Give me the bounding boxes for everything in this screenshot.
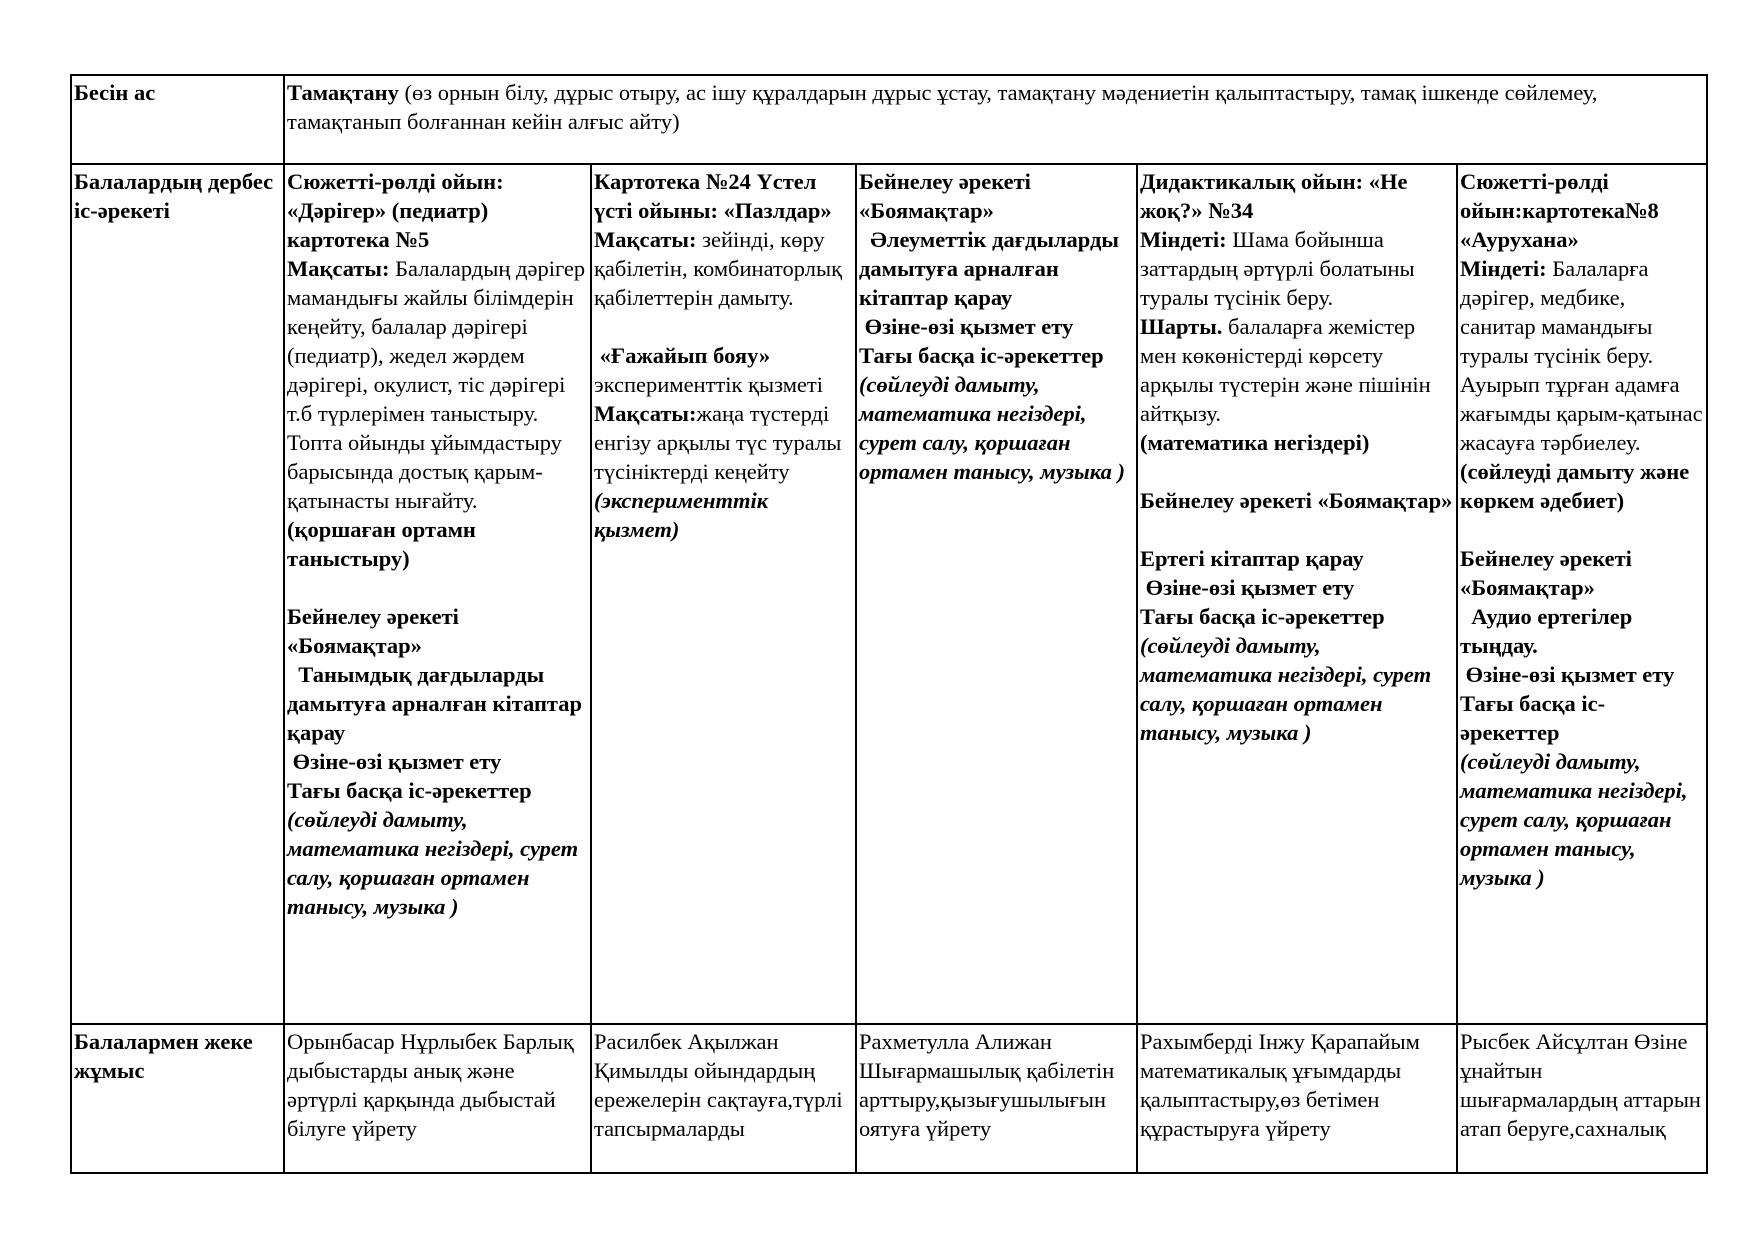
activity-cell-5	[1457, 164, 1707, 1024]
activity-2-heading: Картотека №24 Үстел үсті ойыны: «Пазлдар»	[594, 169, 832, 223]
activity-3-other: Тағы басқа іс-әрекеттер	[859, 343, 1104, 368]
individual-cell-4: Рахымберді Інжу Қарапайым математикалық ұғымдарды қалыптастыру,өз бетімен құрастыруға үйрету	[1137, 1024, 1457, 1173]
activity-4-heading: Дидактикалық ойын: «Не жоқ?» №34	[1140, 169, 1408, 223]
activity-4-task	[1140, 225, 1454, 312]
lunch-description	[284, 75, 1707, 164]
row-label-individual: Балалармен жеке жұмыс	[71, 1024, 284, 1173]
activity-1-tag: (қоршаған ортамн таныстыру)	[287, 517, 476, 571]
condition-label: Шарты.	[1140, 314, 1223, 339]
task-label: Міндеті:	[1140, 227, 1227, 252]
goal-text: зейінді, көру қабілетін, комбинаторлық қабілеттерін дамыту.	[594, 227, 843, 310]
activity-4-self: Өзіне-өзі қызмет ету	[1140, 575, 1355, 600]
activity-1-heading: Сюжетті-рөлді ойын: «Дәрігер» (педиатр) картотека №5	[287, 169, 504, 252]
activity-3-art: Бейнелеу әрекеті «Боямақтар»	[859, 169, 1031, 223]
goal-text: Балалардың дәрігер мамандығы жайлы білімдерін кеңейту, балалар дәрігері (педиатр), жедел жәрдем дәрігері, окулист, тіс дәрігері т.б түрлерімен таныстыру. Топта ойынды ұйымдастыру барысында достық қарым-қатынасты нығайту.	[287, 256, 586, 513]
row-lunch	[71, 75, 1707, 164]
activity-5-art: Бейнелеу әрекеті «Боямақтар»	[1460, 546, 1632, 600]
activity-3-self: Өзіне-өзі қызмет ету	[859, 314, 1074, 339]
activity-5-self: Өзіне-өзі қызмет ету	[1460, 662, 1675, 687]
activity-1-other: Тағы басқа іс-әрекеттер	[287, 778, 532, 803]
activity-2-tag: (эксперименттік қызмет)	[594, 488, 769, 542]
activity-4-art: Бейнелеу әрекеті «Боямақтар»	[1140, 488, 1453, 513]
row-individual-work	[71, 1024, 1707, 1173]
condition-text: балаларға жемістер мен көкөністерді көрсету арқылы түстерін және пішінін айтқызу.	[1140, 314, 1431, 426]
activity-cell-3	[856, 164, 1137, 1024]
goal-label: Мақсаты:	[594, 227, 697, 252]
activity-1-goal	[287, 254, 588, 515]
goal-label: Мақсаты:	[287, 256, 390, 281]
activity-4-subjects: (сөйлеуді дамыту, математика негіздері, сурет салу, қоршаған ортамен танысу, музыка )	[1140, 633, 1432, 745]
row-label-lunch: Бесін ас	[71, 75, 284, 164]
activity-5-audio: Аудио ертегілер тыңдау.	[1460, 604, 1638, 658]
task-text: Шама бойынша заттардың әртүрлі болатыны туралы түсінік беру.	[1140, 227, 1415, 310]
lunch-title: Тамақтану	[287, 80, 399, 105]
individual-cell-5: Рысбек Айсұлтан Өзіне ұнайтын шығармалардың аттарын атап беруге,сахналық	[1457, 1024, 1707, 1173]
activity-3-books: Әлеуметтік дағдыларды дамытуға арналған кітаптар қарау	[859, 227, 1125, 310]
goal-text: жаңа түстерді енгізу арқылы түс туралы түсініктерді кеңейту	[594, 401, 842, 484]
activity-cell-2	[591, 164, 856, 1024]
activity-4-books: Ертегі кітаптар қарау	[1140, 546, 1364, 571]
individual-cell-2: Расилбек Ақылжан Қимылды ойындардың ережелерін сақтауға,түрлі тапсырмаларды	[591, 1024, 856, 1173]
activity-5-heading: Сюжетті-рөлді ойын:картотека№8 «Аурухана»	[1460, 169, 1659, 252]
individual-cell-1: Орынбасар Нұрлыбек Барлық дыбыстарды анық және әртүрлі қарқында дыбыстай білуге үйрету	[284, 1024, 591, 1173]
lunch-text: (өз орнын білу, дұрыс отыру, ас ішу құралдарын дұрыс ұстау, тамақтану мәдениетін қалыптастыру, тамақ ішкенде сөйлемеу, тамақтанып болғаннан кейін алғыс айту)	[287, 80, 1598, 134]
activity-1-art: Бейнелеу әрекеті «Боямақтар»	[287, 604, 459, 658]
activity-2-goal-2	[594, 399, 853, 486]
activity-cell-4	[1137, 164, 1457, 1024]
goal-label: Мақсаты:	[594, 401, 697, 426]
activity-1-books: Танымдық дағдыларды дамытуға арналған кітаптар қарау	[287, 662, 588, 745]
daily-plan-table	[70, 74, 1708, 1174]
task-label: Міндеті:	[1460, 256, 1547, 281]
row-independent-activity	[71, 164, 1707, 1024]
row-label-activity: Балалардың дербес іс-әрекеті	[71, 164, 284, 1024]
activity-5-other: Тағы басқа іс-әрекеттер	[1460, 691, 1606, 745]
activity-2-experiment-text: эксперименттік қызметі	[594, 372, 823, 397]
activity-3-subjects: (сөйлеуді дамыту, математика негіздері, сурет салу, қоршаған ортамен танысу, музыка )	[859, 372, 1125, 484]
activity-5-subjects: (сөйлеуді дамыту, математика негіздері, сурет салу, қоршаған ортамен танысу, музыка )	[1460, 749, 1688, 890]
activity-cell-1	[284, 164, 591, 1024]
activity-2-experiment-title: «Ғажайып бояу»	[594, 343, 771, 368]
activity-4-other: Тағы басқа іс-әрекеттер	[1140, 604, 1385, 629]
activity-5-tag: (сөйлеуді дамыту және көркем әдебиет)	[1460, 459, 1690, 513]
individual-cell-3: Рахметулла Алижан Шығармашылық қабілетін арттыру,қызығушылығын оятуға үйрету	[856, 1024, 1137, 1173]
task-text: Балаларға дәрігер, медбике, санитар мамандығы туралы түсінік беру. Ауырып тұрған адамға жағымды қарым-қатынас жасауға тәрбиелеу.	[1460, 256, 1703, 455]
activity-4-tag: (математика негіздері)	[1140, 430, 1370, 455]
activity-2-goal	[594, 225, 853, 312]
activity-5-task	[1460, 254, 1704, 457]
activity-1-subjects: (сөйлеуді дамыту, математика негіздері, сурет салу, қоршаған ортамен танысу, музыка )	[287, 807, 579, 919]
activity-4-condition	[1140, 312, 1454, 428]
activity-1-self: Өзіне-өзі қызмет ету	[287, 749, 502, 774]
